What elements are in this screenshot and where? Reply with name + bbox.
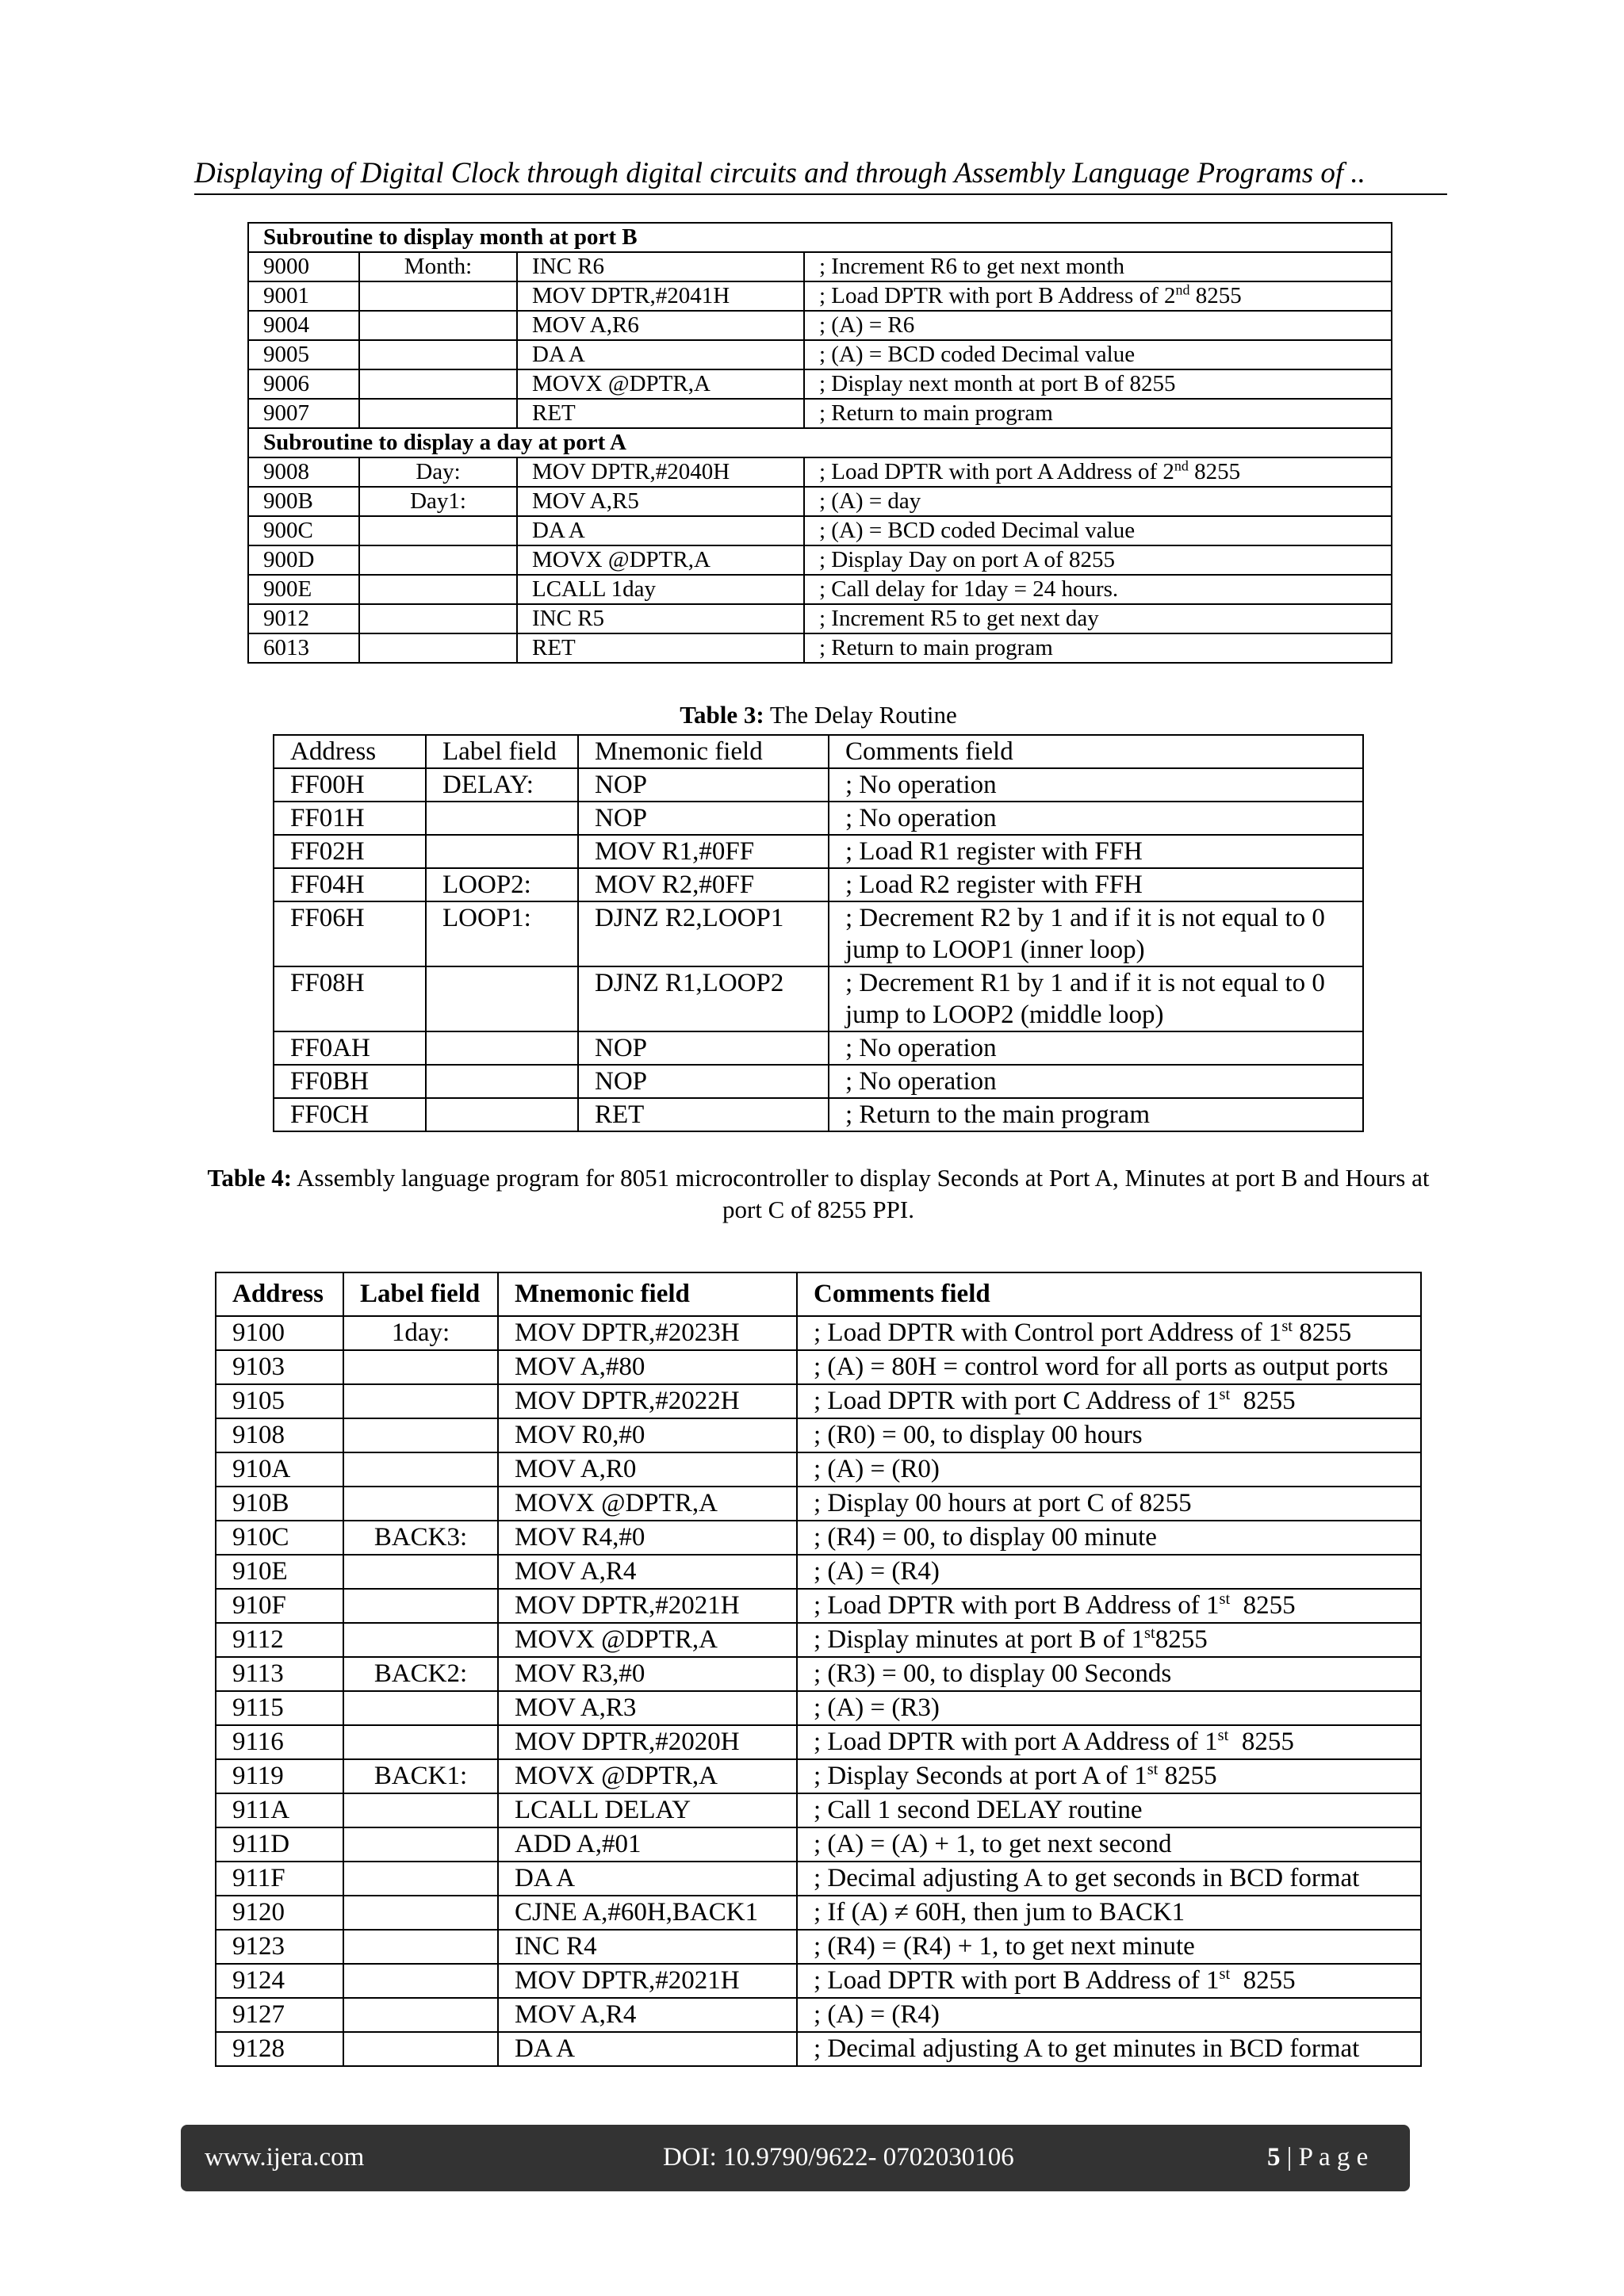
mnemonic-cell: INC R4 — [498, 1930, 797, 1964]
table-row — [248, 281, 1392, 311]
address-cell: FF08H — [274, 966, 426, 1031]
label-cell — [343, 1384, 498, 1418]
table-row — [216, 1759, 1421, 1793]
label-cell: BACK2: — [343, 1657, 498, 1691]
comment-cell: ; (R3) = 00, to display 00 Seconds — [797, 1657, 1421, 1691]
table-row — [248, 252, 1392, 281]
comment-cell: ; Load DPTR with Control port Address of 1st 8255 — [797, 1316, 1421, 1350]
address-cell: 9105 — [216, 1384, 343, 1418]
page-footer — [181, 2125, 1410, 2191]
delay-routine-table — [273, 734, 1364, 1132]
mnemonic-cell: DA A — [517, 516, 804, 545]
label-cell — [426, 1065, 578, 1098]
comment-cell: ; (A) = (R3) — [797, 1691, 1421, 1725]
label-cell: DELAY: — [426, 768, 578, 802]
table3-caption: Table 3: The Delay Routine — [680, 701, 957, 729]
label-cell — [343, 1862, 498, 1896]
label-cell: 1day: — [343, 1316, 498, 1350]
table-row — [274, 901, 1363, 966]
comment-cell: ; No operation — [829, 768, 1363, 802]
label-cell — [359, 516, 517, 545]
address-cell: 910B — [216, 1487, 343, 1521]
table-row — [216, 1384, 1421, 1418]
address-cell: 9000 — [248, 252, 359, 281]
address-cell: 9006 — [248, 369, 359, 399]
table-row — [248, 575, 1392, 604]
comment-cell: ; (A) = (R4) — [797, 1998, 1421, 2032]
header-row — [274, 735, 1363, 768]
table-row — [216, 1623, 1421, 1657]
label-cell — [343, 1793, 498, 1827]
running-header: Displaying of Digital Clock through digital circuits and through Assembly Language Programs of .. — [194, 157, 1365, 189]
address-cell: 910F — [216, 1589, 343, 1623]
address-cell: 9120 — [216, 1896, 343, 1930]
mnemonic-cell: MOVX @DPTR,A — [498, 1759, 797, 1793]
address-cell: 9005 — [248, 340, 359, 369]
mnemonic-cell: RET — [517, 399, 804, 428]
comment-cell: ; Load DPTR with port B Address of 2nd 8255 — [804, 281, 1392, 311]
label-cell — [343, 1555, 498, 1589]
mnemonic-cell: DA A — [498, 2032, 797, 2066]
comment-cell: ; Display Seconds at port A of 1st 8255 — [797, 1759, 1421, 1793]
mnemonic-cell: MOV R4,#0 — [498, 1521, 797, 1555]
address-cell: 9123 — [216, 1930, 343, 1964]
table-row — [216, 1316, 1421, 1350]
table-row — [216, 1998, 1421, 2032]
label-cell — [343, 1964, 498, 1998]
address-cell: 9007 — [248, 399, 359, 428]
comment-cell: ; (R4) = 00, to display 00 minute — [797, 1521, 1421, 1555]
comment-cell: ; (A) = (A) + 1, to get next second — [797, 1827, 1421, 1862]
address-cell: FF0CH — [274, 1098, 426, 1131]
label-cell — [426, 835, 578, 868]
mnemonic-cell: MOV A,R5 — [517, 487, 804, 516]
mnemonic-cell: NOP — [578, 1065, 829, 1098]
comment-cell: ; Display 00 hours at port C of 8255 — [797, 1487, 1421, 1521]
label-cell — [343, 2032, 498, 2066]
mnemonic-cell: MOVX @DPTR,A — [498, 1487, 797, 1521]
comment-cell: ; Return to main program — [804, 633, 1392, 663]
table-row — [216, 1862, 1421, 1896]
comment-cell: ; Load DPTR with port B Address of 1st 8255 — [797, 1589, 1421, 1623]
address-cell: 9115 — [216, 1691, 343, 1725]
mnemonic-cell: MOV DPTR,#2022H — [498, 1384, 797, 1418]
mnemonic-cell: MOV R1,#0FF — [578, 835, 829, 868]
address-cell: 900B — [248, 487, 359, 516]
comment-cell: ; Call 1 second DELAY routine — [797, 1793, 1421, 1827]
address-cell: 9112 — [216, 1623, 343, 1657]
table-row — [248, 340, 1392, 369]
address-cell: 9004 — [248, 311, 359, 340]
column-header: Address — [216, 1272, 343, 1316]
comment-cell: ; Display next month at port B of 8255 — [804, 369, 1392, 399]
label-cell — [343, 1930, 498, 1964]
label-cell — [343, 1589, 498, 1623]
address-cell: FF04H — [274, 868, 426, 901]
label-cell: LOOP2: — [426, 868, 578, 901]
label-cell: Day1: — [359, 487, 517, 516]
table-row — [274, 768, 1363, 802]
table-row — [216, 1350, 1421, 1384]
mnemonic-cell: MOVX @DPTR,A — [517, 369, 804, 399]
comment-cell: ; Increment R6 to get next month — [804, 252, 1392, 281]
label-cell — [359, 340, 517, 369]
comment-cell: ; Load DPTR with port A Address of 1st 8255 — [797, 1725, 1421, 1759]
comment-cell: ; (A) = R6 — [804, 311, 1392, 340]
footer-site: www.ijera.com — [205, 2143, 365, 2172]
comment-cell: ; (A) = BCD coded Decimal value — [804, 340, 1392, 369]
column-header: Comments field — [829, 735, 1363, 768]
mnemonic-cell: ADD A,#01 — [498, 1827, 797, 1862]
label-cell: BACK1: — [343, 1759, 498, 1793]
mnemonic-cell: MOV A,R4 — [498, 1998, 797, 2032]
label-cell — [426, 1098, 578, 1131]
comment-cell: ; No operation — [829, 1065, 1363, 1098]
column-header: Label field — [343, 1272, 498, 1316]
address-cell: 6013 — [248, 633, 359, 663]
mnemonic-cell: NOP — [578, 802, 829, 835]
table-row — [216, 1418, 1421, 1452]
address-cell: 910E — [216, 1555, 343, 1589]
section-heading: Subroutine to display month at port B — [248, 223, 1392, 252]
address-cell: 9100 — [216, 1316, 343, 1350]
address-cell: 9008 — [248, 457, 359, 487]
comment-cell: ; (A) = 80H = control word for all ports as output ports — [797, 1350, 1421, 1384]
mnemonic-cell: MOV R3,#0 — [498, 1657, 797, 1691]
table-row — [248, 633, 1392, 663]
footer-page: 5 | P a g e — [1267, 2143, 1369, 2172]
address-cell: 910A — [216, 1452, 343, 1487]
comment-cell: ; Load DPTR with port A Address of 2nd 8255 — [804, 457, 1392, 487]
mnemonic-cell: NOP — [578, 1031, 829, 1065]
mnemonic-cell: NOP — [578, 768, 829, 802]
comment-cell: ; Call delay for 1day = 24 hours. — [804, 575, 1392, 604]
label-cell — [426, 802, 578, 835]
table-row — [216, 1827, 1421, 1862]
address-cell: 9113 — [216, 1657, 343, 1691]
label-cell — [426, 1031, 578, 1065]
table-row — [216, 1691, 1421, 1725]
label-cell — [359, 545, 517, 575]
label-cell — [343, 1487, 498, 1521]
address-cell: 9103 — [216, 1350, 343, 1384]
clock-program-table — [215, 1272, 1422, 2067]
column-header: Comments field — [797, 1272, 1421, 1316]
table-row — [248, 399, 1392, 428]
address-cell: 910C — [216, 1521, 343, 1555]
address-cell: 9001 — [248, 281, 359, 311]
label-cell: Month: — [359, 252, 517, 281]
label-cell — [343, 1350, 498, 1384]
column-header: Label field — [426, 735, 578, 768]
mnemonic-cell: MOV A,R6 — [517, 311, 804, 340]
table-row — [274, 1065, 1363, 1098]
label-cell — [359, 281, 517, 311]
address-cell: 900E — [248, 575, 359, 604]
table-row — [216, 1930, 1421, 1964]
table-row — [248, 457, 1392, 487]
header-row — [216, 1272, 1421, 1316]
comment-cell: ; No operation — [829, 802, 1363, 835]
table-row — [274, 966, 1363, 1031]
table-row — [216, 1657, 1421, 1691]
header-rule — [194, 193, 1447, 195]
table-row — [274, 868, 1363, 901]
label-cell — [343, 1998, 498, 2032]
address-cell: FF02H — [274, 835, 426, 868]
mnemonic-cell: MOV A,#80 — [498, 1350, 797, 1384]
table-row — [248, 311, 1392, 340]
comment-cell: ; Decrement R2 by 1 and if it is not equal to 0 jump to LOOP1 (inner loop) — [829, 901, 1363, 966]
mnemonic-cell: LCALL DELAY — [498, 1793, 797, 1827]
mnemonic-cell: RET — [578, 1098, 829, 1131]
mnemonic-cell: DJNZ R1,LOOP2 — [578, 966, 829, 1031]
mnemonic-cell: MOV DPTR,#2040H — [517, 457, 804, 487]
comment-cell: ; Load R1 register with FFH — [829, 835, 1363, 868]
address-cell: 9116 — [216, 1725, 343, 1759]
section-heading: Subroutine to display a day at port A — [248, 428, 1392, 457]
address-cell: 911A — [216, 1793, 343, 1827]
comment-cell: ; (A) = day — [804, 487, 1392, 516]
section-heading-row — [248, 223, 1392, 252]
table-row — [248, 369, 1392, 399]
label-cell — [343, 1623, 498, 1657]
mnemonic-cell: MOV R0,#0 — [498, 1418, 797, 1452]
label-cell — [343, 1452, 498, 1487]
table-row — [216, 1725, 1421, 1759]
address-cell: FF0BH — [274, 1065, 426, 1098]
comment-cell: ; Increment R5 to get next day — [804, 604, 1392, 633]
label-cell — [359, 575, 517, 604]
table-row — [248, 487, 1392, 516]
comment-cell: ; (A) = (R0) — [797, 1452, 1421, 1487]
table-row — [216, 1793, 1421, 1827]
comment-cell: ; (A) = (R4) — [797, 1555, 1421, 1589]
address-cell: 911F — [216, 1862, 343, 1896]
address-cell: FF00H — [274, 768, 426, 802]
mnemonic-cell: MOVX @DPTR,A — [498, 1623, 797, 1657]
comment-cell: ; Return to the main program — [829, 1098, 1363, 1131]
table-row — [216, 2032, 1421, 2066]
label-cell — [343, 1691, 498, 1725]
label-cell — [359, 399, 517, 428]
section-heading-row — [248, 428, 1392, 457]
label-cell: Day: — [359, 457, 517, 487]
table-row — [216, 1452, 1421, 1487]
address-cell: 911D — [216, 1827, 343, 1862]
mnemonic-cell: MOVX @DPTR,A — [517, 545, 804, 575]
mnemonic-cell: DJNZ R2,LOOP1 — [578, 901, 829, 966]
mnemonic-cell: MOV A,R3 — [498, 1691, 797, 1725]
column-header: Mnemonic field — [498, 1272, 797, 1316]
label-cell — [343, 1725, 498, 1759]
table-row — [274, 1031, 1363, 1065]
label-cell: BACK3: — [343, 1521, 498, 1555]
comment-cell: ; (R0) = 00, to display 00 hours — [797, 1418, 1421, 1452]
comment-cell: ; Load R2 register with FFH — [829, 868, 1363, 901]
table-row — [216, 1896, 1421, 1930]
label-cell — [359, 633, 517, 663]
mnemonic-cell: MOV R2,#0FF — [578, 868, 829, 901]
table-row — [274, 1098, 1363, 1131]
label-cell — [343, 1896, 498, 1930]
label-cell — [426, 966, 578, 1031]
table-row — [216, 1589, 1421, 1623]
footer-doi: DOI: 10.9790/9622- 0702030106 — [663, 2143, 1014, 2172]
mnemonic-cell: CJNE A,#60H,BACK1 — [498, 1896, 797, 1930]
table-row — [248, 604, 1392, 633]
mnemonic-cell: DA A — [517, 340, 804, 369]
address-cell: 9124 — [216, 1964, 343, 1998]
label-cell — [343, 1827, 498, 1862]
mnemonic-cell: INC R5 — [517, 604, 804, 633]
mnemonic-cell: MOV DPTR,#2021H — [498, 1589, 797, 1623]
mnemonic-cell: INC R6 — [517, 252, 804, 281]
label-cell: LOOP1: — [426, 901, 578, 966]
address-cell: 9012 — [248, 604, 359, 633]
mnemonic-cell: LCALL 1day — [517, 575, 804, 604]
table-row — [248, 545, 1392, 575]
table-row — [248, 516, 1392, 545]
comment-cell: ; Return to main program — [804, 399, 1392, 428]
table-row — [274, 802, 1363, 835]
address-cell: 9108 — [216, 1418, 343, 1452]
mnemonic-cell: RET — [517, 633, 804, 663]
comment-cell: ; Decrement R1 by 1 and if it is not equal to 0 jump to LOOP2 (middle loop) — [829, 966, 1363, 1031]
address-cell: FF01H — [274, 802, 426, 835]
address-cell: 900D — [248, 545, 359, 575]
table-row — [216, 1521, 1421, 1555]
label-cell — [359, 369, 517, 399]
mnemonic-cell: MOV DPTR,#2021H — [498, 1964, 797, 1998]
label-cell — [359, 604, 517, 633]
comment-cell: ; No operation — [829, 1031, 1363, 1065]
comment-cell: ; Load DPTR with port B Address of 1st 8255 — [797, 1964, 1421, 1998]
comment-cell: ; If (A) ≠ 60H, then jum to BACK1 — [797, 1896, 1421, 1930]
comment-cell: ; Load DPTR with port C Address of 1st 8255 — [797, 1384, 1421, 1418]
comment-cell: ; Decimal adjusting A to get minutes in BCD format — [797, 2032, 1421, 2066]
table4-caption: Table 4: Assembly language program for 8051 microcontroller to display Seconds at Port A, Minutes at port B and Hours at port C of 8255 PPI. — [207, 1164, 1430, 1223]
address-cell: FF06H — [274, 901, 426, 966]
comment-cell: ; Decimal adjusting A to get seconds in BCD format — [797, 1862, 1421, 1896]
table-row — [216, 1487, 1421, 1521]
comment-cell: ; (R4) = (R4) + 1, to get next minute — [797, 1930, 1421, 1964]
mnemonic-cell: MOV DPTR,#2041H — [517, 281, 804, 311]
address-cell: 9119 — [216, 1759, 343, 1793]
comment-cell: ; (A) = BCD coded Decimal value — [804, 516, 1392, 545]
mnemonic-cell: MOV A,R4 — [498, 1555, 797, 1589]
subroutine-table — [247, 222, 1392, 664]
comment-cell: ; Display minutes at port B of 1st8255 — [797, 1623, 1421, 1657]
address-cell: 900C — [248, 516, 359, 545]
label-cell — [343, 1418, 498, 1452]
comment-cell: ; Display Day on port A of 8255 — [804, 545, 1392, 575]
table-row — [274, 835, 1363, 868]
mnemonic-cell: MOV DPTR,#2020H — [498, 1725, 797, 1759]
table-row — [216, 1555, 1421, 1589]
column-header: Address — [274, 735, 426, 768]
mnemonic-cell: DA A — [498, 1862, 797, 1896]
mnemonic-cell: MOV DPTR,#2023H — [498, 1316, 797, 1350]
table-row — [216, 1964, 1421, 1998]
label-cell — [359, 311, 517, 340]
mnemonic-cell: MOV A,R0 — [498, 1452, 797, 1487]
address-cell: 9127 — [216, 1998, 343, 2032]
address-cell: FF0AH — [274, 1031, 426, 1065]
column-header: Mnemonic field — [578, 735, 829, 768]
address-cell: 9128 — [216, 2032, 343, 2066]
